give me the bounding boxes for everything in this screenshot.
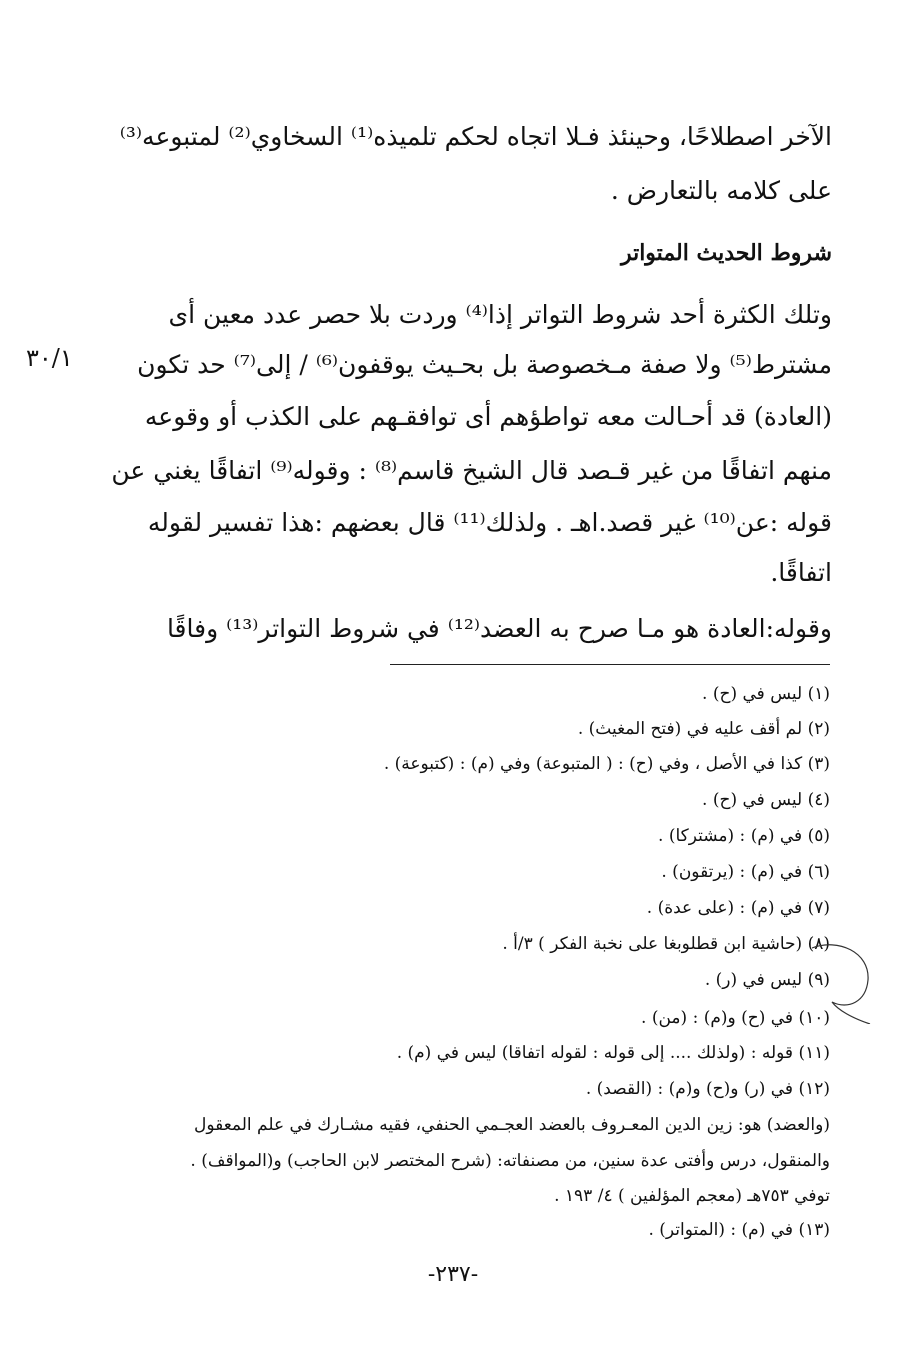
footnote-12-note-line-2: والمنقول، درس وأفتى عدة سنين، من مصنفاته: (شرح المختصر لابن الحاجب) و(المواقف) . [190, 1151, 830, 1171]
page-number: -٢٣٧- [427, 1262, 479, 1287]
footnote-1: (١) ليس في (ح) . [702, 684, 830, 704]
footnote-6: (٦) في (م) : (يرتقون) . [661, 862, 830, 882]
footnote-separator [390, 664, 830, 665]
footnote-2: (٢) لم أقف عليه في (فتح المغيث) . [577, 719, 830, 739]
footnote-11: (١١) قوله : (ولذلك .... إلى قوله : لقوله اتفاقا) ليس في (م) . [396, 1043, 830, 1063]
body-line-6: منهم اتفاقًا من غير قـصد قال الشيخ قاسم⁽⁸⁾ : وقوله⁽⁹⁾ اتفاقًا يغني عن [111, 456, 832, 485]
body-line-1: الآخر اصطلاحًا، وحينئذ فـلا اتجاه لحكم تلميذه⁽¹⁾ السخاوي⁽²⁾ لمتبوعه⁽³⁾ [119, 122, 832, 151]
body-line-2: على كلامه بالتعارض . [610, 176, 832, 205]
footnote-7: (٧) في (م) : (على عدة) . [646, 898, 830, 918]
footnote-13: (١٣) في (م) : (المتواتر) . [648, 1220, 830, 1240]
footnote-3: (٣) كذا في الأصل ، وفي (ح) : ( المتبوعة) وفي (م) : (كتبوعة) . [383, 754, 830, 774]
footnote-12: (١٢) في (ر) و(ح) و(م) : (القصد) . [585, 1079, 830, 1099]
footnote-8: (٨) (حاشية ابن قطلوبغا على نخبة الفكر ) ٣/أ . [502, 934, 830, 954]
footnote-5: (٥) في (م) : (مشتركا) . [658, 826, 830, 846]
body-line-7: قوله :عن⁽¹⁰⁾ غير قصد.اهـ . ولذلك⁽¹¹⁾ قال بعضهم :هذا تفسير لقوله [147, 508, 832, 537]
footnote-4: (٤) ليس في (ح) . [702, 790, 830, 810]
pen-mark-curve [808, 940, 874, 1024]
body-line-8: اتفاقًا. [770, 558, 832, 587]
footnote-12-note-line-1: (والعضد) هو: زين الدين المعـروف بالعضد العجـمي الحنفي، فقيه مشـارك في علم المعقول [193, 1115, 830, 1135]
footnote-12-note-line-3: توفي ٧٥٣هـ (معجم المؤلفين ) ٤/ ١٩٣ . [554, 1186, 830, 1206]
section-heading: شروط الحديث المتواتر [620, 240, 832, 266]
body-line-4: مشترط⁽⁵⁾ ولا صفة مـخصوصة بل بحـيث يوقفون⁽⁶⁾ / إلى⁽⁷⁾ حد تكون [137, 350, 832, 379]
body-line-5: (العادة) قد أحـالت معه تواطؤهم أى توافقـهم على الكذب أو وقوعه [144, 402, 832, 431]
body-line-9: وقوله:العادة هو مـا صرح به العضد⁽¹²⁾ في شروط التواتر⁽¹³⁾ وفاقًا [166, 614, 832, 643]
body-line-3: وتلك الكثرة أحد شروط التواتر إذا⁽⁴⁾ وردت بلا حصر عدد معين أى [168, 300, 832, 329]
footnote-10: (١٠) في (ح) و(م) : (من) . [641, 1008, 830, 1028]
manuscript-folio-marker: ٣٠/١ [26, 344, 73, 372]
footnote-9: (٩) ليس في (ر) . [704, 970, 830, 990]
